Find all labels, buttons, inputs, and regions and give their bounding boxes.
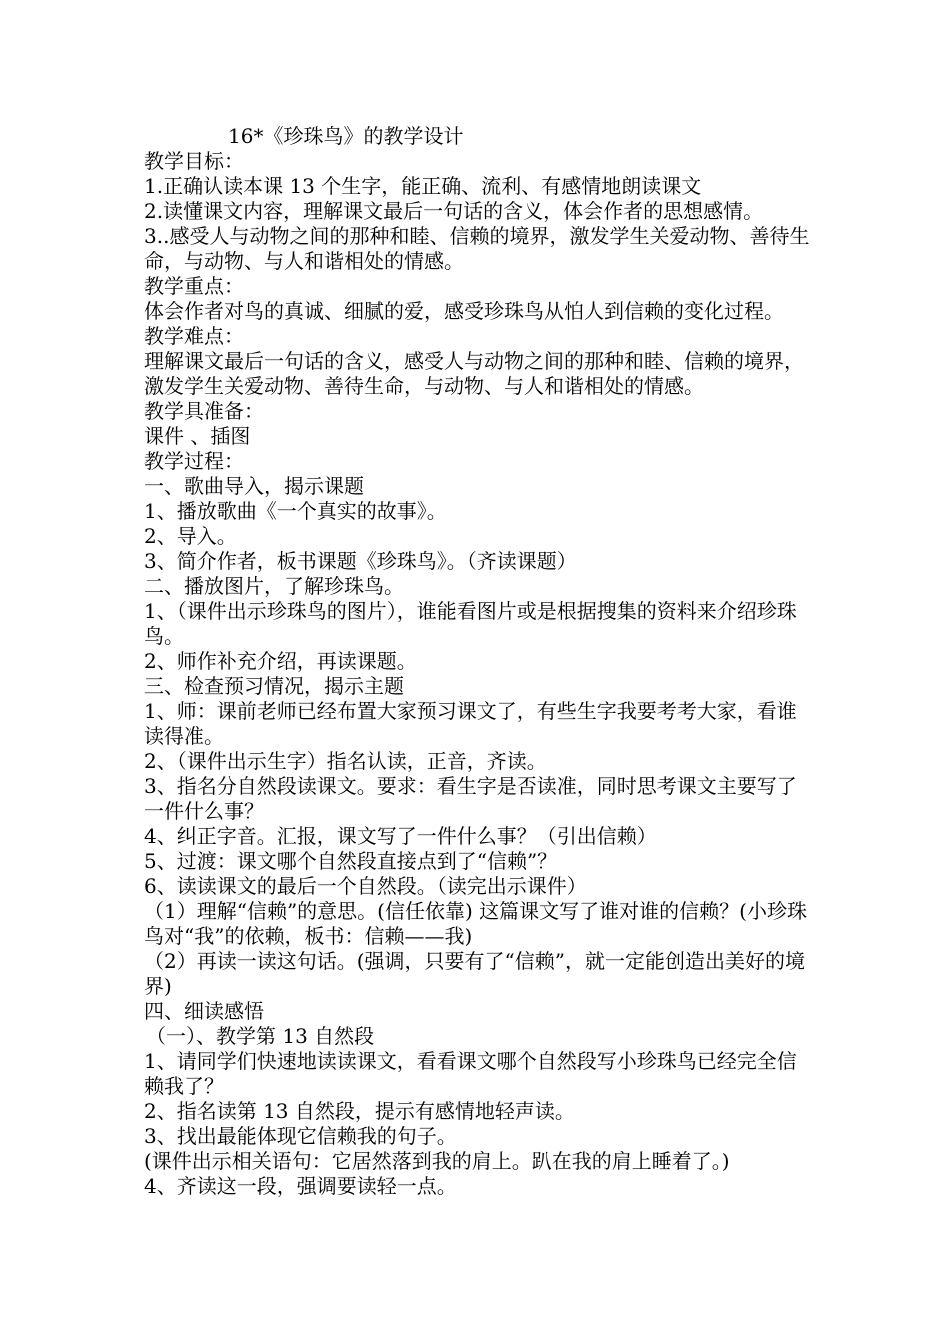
process-subsection-heading: （一）、教学第 13 自然段 (146, 1024, 375, 1048)
process-item: (课件出示相关语句：它居然落到我的肩上。趴在我的肩上睡着了。) (144, 1149, 730, 1173)
process-item: 6、读读课文的最后一个自然段。（读完出示课件） (144, 874, 587, 898)
objective-item: 2.读懂课文内容，理解课文最后一句话的含义，体会作者的思想感情。 (144, 199, 764, 223)
section-heading-key-points: 教学重点： (144, 274, 244, 298)
process-item: 2、（课件出示生字）指名认读，正音，齐读。 (144, 749, 547, 773)
process-item: 1、请同学们快速地读读课文，看看课文哪个自然段写小珍珠鸟已经完全信赖我了？ (144, 1049, 797, 1098)
document-title: 16*《珍珠鸟》的教学设计 (228, 124, 464, 148)
process-item: 4、纠正字音。汇报，课文写了一件什么事？（引出信赖） (144, 824, 657, 848)
process-item: 2、指名读第 13 自然段，提示有感情地轻声读。 (144, 1099, 575, 1123)
process-item: 3、简介作者，板书课题《珍珠鸟》。（齐读课题） (144, 549, 577, 573)
process-step-heading: 三、检查预习情况，揭示主题 (144, 674, 404, 698)
process-item: 3、找出最能体现它信赖我的句子。 (144, 1124, 457, 1148)
section-heading-materials: 教学具准备： (144, 399, 264, 423)
process-item: 2、导入。 (144, 524, 237, 548)
process-item: 1、师：课前老师已经布置大家预习课文了，有些生字我要考考大家，看谁读得准。 (144, 699, 797, 748)
process-item: 2、师作补充介绍，再读课题。 (144, 649, 417, 673)
process-step-heading: 一、歌曲导入，揭示课题 (144, 474, 364, 498)
section-heading-objectives: 教学目标： (144, 149, 244, 173)
process-subitem: （1）理解“信赖”的意思。(信任依靠) 这篇课文写了谁对谁的信赖？(小珍珠鸟对“我”的依赖，板书：信赖——我) (144, 899, 807, 948)
process-step-heading: 四、细读感悟 (144, 999, 264, 1023)
process-subitem: （2）再读一读这句话。(强调，只要有了“信赖”，就一定能创造出美好的境界) (144, 949, 805, 998)
process-item: 1、播放歌曲《一个真实的故事》。 (144, 499, 447, 523)
section-heading-process: 教学过程： (144, 449, 244, 473)
difficulties-text: 理解课文最后一句话的含义，感受人与动物之间的那种和睦、信赖的境界，激发学生关爱动物、善待生命，与动物、与人和谐相处的情感。 (144, 349, 804, 398)
process-item: 3、指名分自然段读课文。要求：看生字是否读准，同时思考课文主要写了一件什么事？ (144, 774, 797, 823)
document-body (144, 124, 814, 1199)
process-item: 4、齐读这一段，强调要读轻一点。 (144, 1174, 457, 1198)
section-heading-difficulties: 教学难点： (144, 324, 244, 348)
materials-text: 课件 、插图 (144, 424, 251, 448)
key-points-text: 体会作者对鸟的真诚、细腻的爱，感受珍珠鸟从怕人到信赖的变化过程。 (144, 299, 784, 323)
objective-item: 3..感受人与动物之间的那种和睦、信赖的境界，激发学生关爱动物、善待生命，与动物、与人和谐相处的情感。 (144, 224, 810, 273)
objective-item: 1.正确认读本课 13 个生字，能正确、流利、有感情地朗读课文 (144, 174, 702, 198)
process-step-heading: 二、播放图片，了解珍珠鸟。 (144, 574, 404, 598)
process-item: 1、（课件出示珍珠鸟的图片），谁能看图片或是根据搜集的资料来介绍珍珠鸟。 (144, 599, 797, 648)
process-item: 5、过渡：课文哪个自然段直接点到了“信赖”？ (144, 849, 558, 873)
